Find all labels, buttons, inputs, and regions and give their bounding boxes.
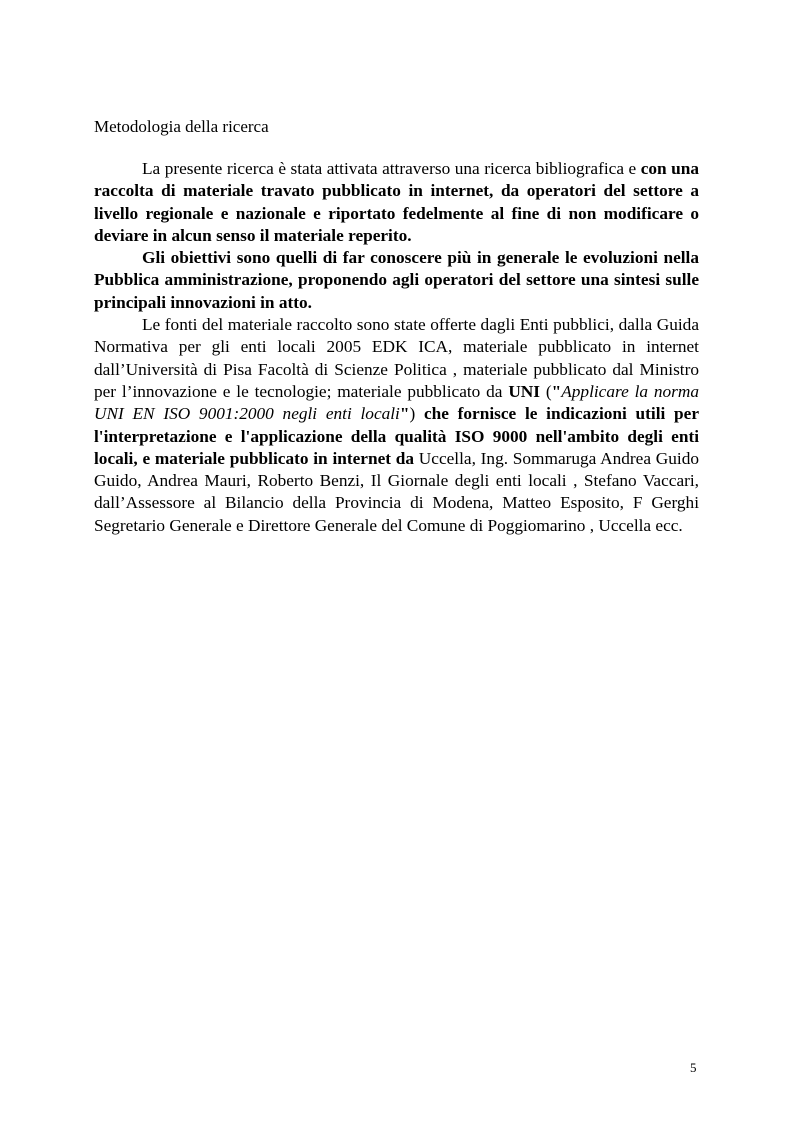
text-run-bold: " [551, 381, 562, 401]
paragraph-2 [94, 247, 699, 314]
text-run: Le fonti del materiale raccolto sono state offerte dagli Enti pubblici, dalla Guida Normativa per gli enti locali 2005 EDK ICA, materiale pubblicato in internet dall’Università di Pisa Facoltà di Scienze Politica , materiale pubblicato dal Ministro per l’innovazione e le tecnologie; materiale pubblicato da [94, 315, 699, 401]
text-run: La presente ricerca è stata attivata attraverso una ricerca bibliografica e [142, 159, 641, 178]
text-run-bold: " [399, 404, 410, 424]
page-number: 5 [690, 1060, 697, 1075]
text-run-bold: che fornisce le indicazioni utili per l'interpretazione e l'applicazione della qualità ISO 9000 nell'ambito degli enti locali, e materiale pubblicato in internet da [94, 404, 700, 468]
text-run-bold: UNI [508, 381, 541, 401]
text-run: ( [540, 381, 552, 401]
text-run: ) [409, 404, 424, 424]
text-run: Uccella, Ing. Sommaruga Andrea Guido Guido, Andrea Mauri, Roberto Benzi, Il Giornale degli enti locali , Stefano Vaccari, dall’Assessore al Bilancio della Provincia di Modena, Matteo Esposito, F Gerghi Segretario Generale e Direttore Generale del Comune di Poggiomarino , Uccella ecc. [94, 448, 699, 535]
section-heading: Metodologia della ricerca [94, 117, 269, 136]
paragraph-3 [94, 314, 699, 537]
text-run-italic: Applicare la norma UNI EN ISO 9001:2000 negli enti locali [94, 381, 700, 424]
body-text [94, 158, 699, 537]
paragraph-1 [94, 158, 699, 247]
text-run-bold: con una raccolta di materiale travato pubblicato in internet, da operatori del settore a livello regionale e nazionale e riportato fedelmente al fine di non modificare o deviare in alcun senso il materiale reperito. [94, 159, 700, 245]
text-run-bold: Gli obiettivi sono quelli di far conoscere più in generale le evoluzioni nella Pubblica amministrazione, proponendo agli operatori del settore una sintesi sulle principali innovazioni in atto. [94, 248, 699, 312]
